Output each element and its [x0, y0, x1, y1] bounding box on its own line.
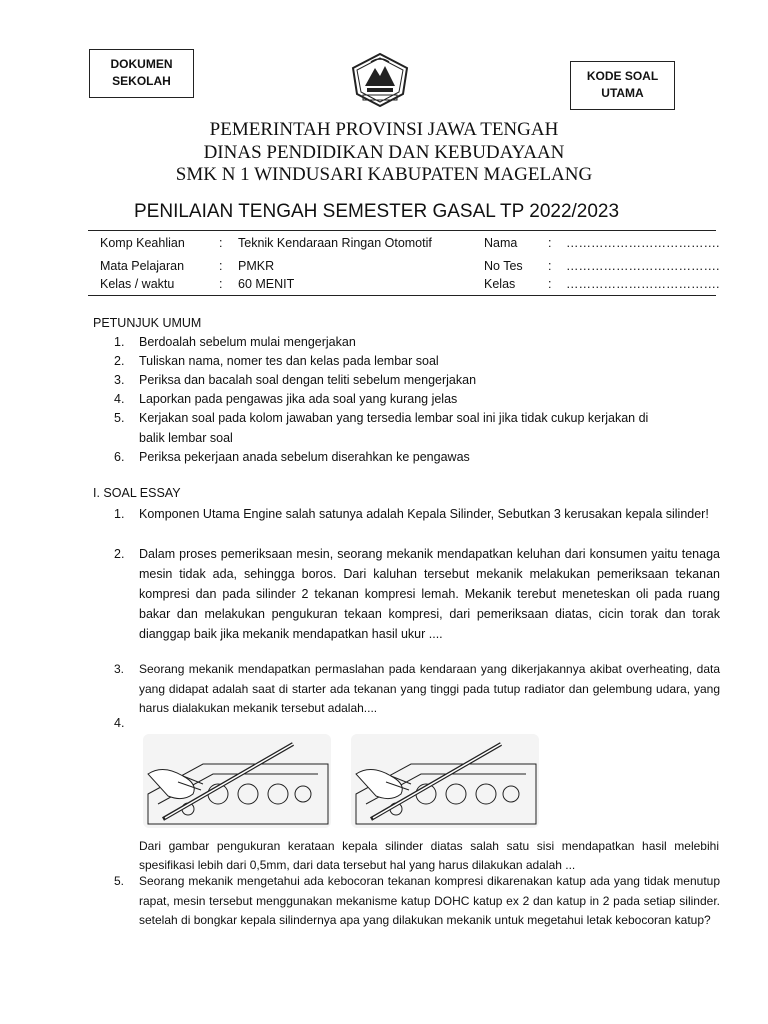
- instruction-number: 6.: [114, 450, 125, 464]
- essay-section-title: I. SOAL ESSAY: [93, 486, 181, 500]
- question-4-text: Dari gambar pengukuran kerataan kepala silinder diatas salah satu sisi mendapatkan hasil melebihi spesifikasi lebih dari 0,5mm, dari data tersebut hal yang harus dilakukan adalah ...: [139, 839, 719, 872]
- question-number: 3.: [114, 662, 125, 676]
- document-box-line-2: SEKOLAH: [112, 74, 171, 88]
- code-box: [570, 61, 675, 110]
- info-value-1: Teknik Kendaraan Ringan Otomotif: [238, 236, 432, 250]
- instructions-title: PETUNJUK UMUM: [93, 316, 202, 330]
- cylinder-head-measurement-image-2: [351, 734, 539, 828]
- question-number: 1.: [114, 507, 125, 521]
- instruction-number: 2.: [114, 354, 125, 368]
- instruction-number: 4.: [114, 392, 125, 406]
- info-colon: :: [219, 277, 223, 291]
- instruction-number: 3.: [114, 373, 125, 387]
- instruction-item: 5. Kerjakan soal pada kolom jawaban yang tersedia lembar soal ini jika tidak cukup kerjakan di balik lembar soal: [114, 411, 649, 445]
- info-label2-3: Kelas: [484, 277, 516, 291]
- header-line-2: DINAS PENDIDIKAN DAN KEBUDAYAAN: [203, 142, 565, 163]
- instruction-number: 5.: [114, 411, 125, 425]
- info-label2-2: No Tes: [484, 259, 523, 273]
- header-line-1: PEMERINTAH PROVINSI JAWA TENGAH: [209, 119, 559, 140]
- cylinder-head-measurement-image-1: [143, 734, 331, 828]
- province-seal-icon: [345, 50, 415, 110]
- info-label2-1: Nama: [484, 236, 518, 250]
- question-number: 5.: [114, 874, 125, 888]
- exam-title: PENILAIAN TENGAH SEMESTER GASAL TP 2022/2023: [134, 201, 620, 222]
- info-colon: :: [548, 259, 552, 273]
- info-label-1: Komp Keahlian: [100, 236, 185, 250]
- question-4-number: 4.: [114, 716, 125, 730]
- name-field[interactable]: ……………………………….: [566, 236, 720, 250]
- info-value-3: 60 MENIT: [238, 277, 295, 291]
- divider-bottom: [88, 295, 716, 296]
- document-box: [89, 49, 194, 98]
- info-value-2: PMKR: [238, 259, 275, 273]
- divider-top: [88, 230, 716, 231]
- test-number-field[interactable]: ……………………………….: [566, 259, 720, 273]
- info-label-2: Mata Pelajaran: [100, 259, 185, 273]
- info-label-3: Kelas / waktu: [100, 277, 175, 291]
- code-box-line-1: KODE SOAL: [586, 69, 659, 83]
- instruction-number: 1.: [114, 335, 125, 349]
- class-field[interactable]: ……………………………….: [566, 277, 720, 291]
- info-colon: :: [219, 236, 223, 250]
- info-colon: :: [548, 277, 552, 291]
- header-line-3: SMK N 1 WINDUSARI KABUPATEN MAGELANG: [175, 164, 593, 185]
- document-box-line-1: DOKUMEN: [110, 57, 173, 71]
- info-colon: :: [548, 236, 552, 250]
- question-number: 2.: [114, 547, 125, 561]
- info-colon: :: [219, 259, 223, 273]
- code-box-line-2: UTAMA: [601, 86, 644, 100]
